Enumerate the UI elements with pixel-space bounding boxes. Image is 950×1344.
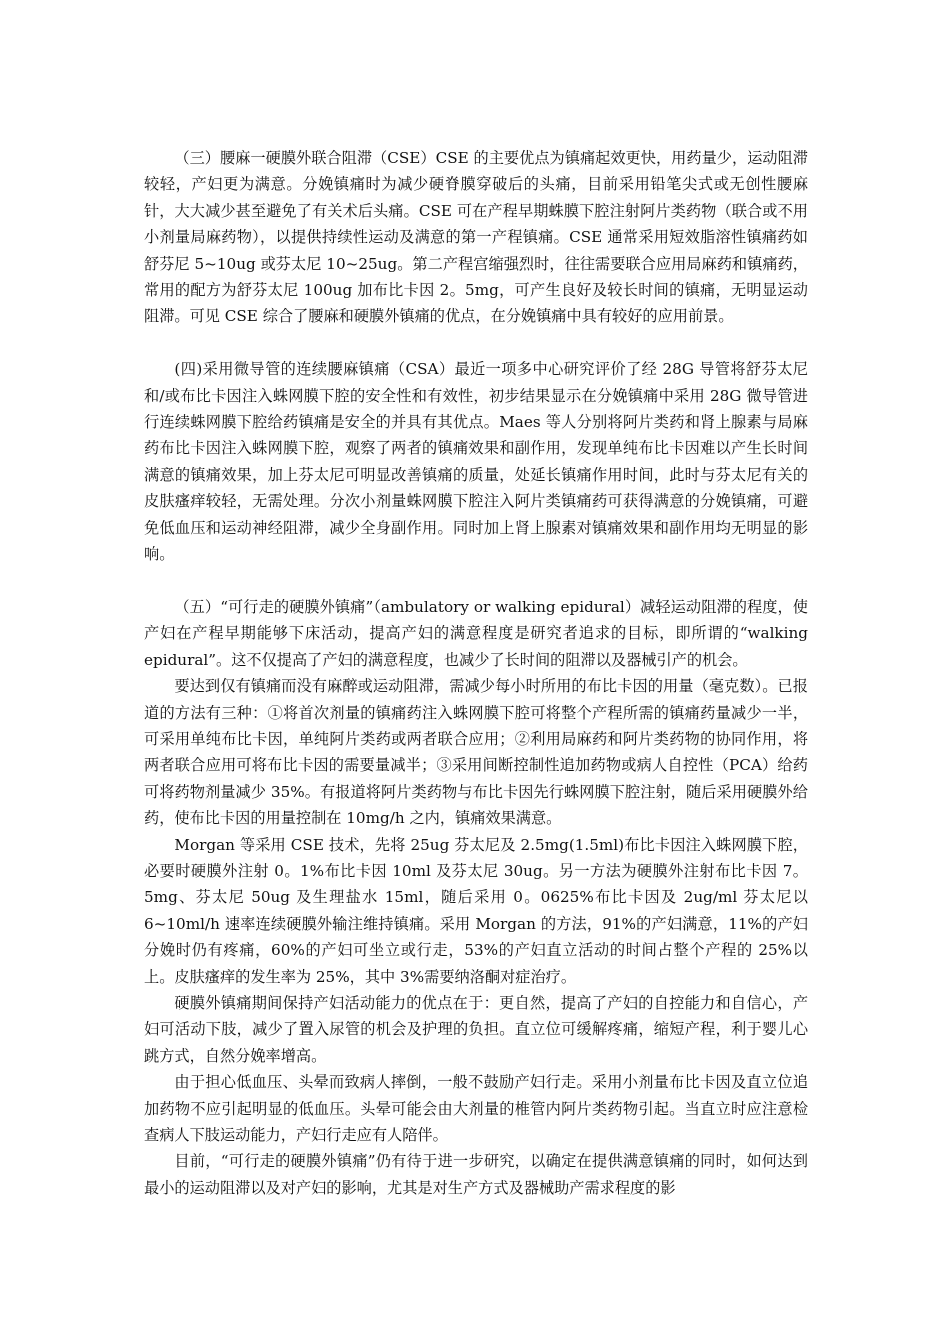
paragraph-cse: （三）腰麻一硬膜外联合阻滞（CSE）CSE 的主要优点为镇痛起效更快，用药量少，运动阻滞较轻，产妇更为满意。分娩镇痛时为减少硬脊膜穿破后的头痛，目前采用铅笔尖式或无创性腰麻针，大大减少甚至避免了有关术后头痛。CSE 可在产程早期蛛膜下腔注射阿片类药物（联合或不用小剂量局麻药物），以提供持续性运动及满意的第一产程镇痛。CSE 通常采用短效脂溶性镇痛药如舒芬尼 5~10ug 或芬太尼 10~25ug。第二产程宫缩强烈时，往往需要联合应用局麻药和镇痛药，常用的配方为舒芬太尼 100ug 加布比卡因 2。5mg，可产生良好及较长时间的镇痛，无明显运动阻滞。可见 CSE 综合了腰麻和硬膜外镇痛的优点，在分娩镇痛中具有较好的应用前景。 [144,149,808,326]
paragraph-walking-epidural: （五）“可行走的硬膜外镇痛”（ambulatory or walking epidural）减轻运动阻滞的程度，使产妇在产程早期能够下床活动，提高产妇的满意程度是研究者追求的目标，即所谓的“walking epidural”。这不仅提高了产妇的满意程度，也减少了长时间的阻滞以及器械引产的机会。 [144,597,808,669]
paragraph-methods: 要达到仅有镇痛而没有麻醉或运动阻滞，需减少每小时所用的布比卡因的用量（毫克数）。已报道的方法有三种：①将首次剂量的镇痛药注入蛛网膜下腔可将整个产程所需的镇痛药量减少一半，可采用单纯布比卡因，单纯阿片类药或两者联合应用；②利用局麻药和阿片类药物的协同作用，将两者联合应用可将布比卡因的需要量减半；③采用间断控制性追加药物或病人自控性（PCA）给药可将药物剂量减少 35%。有报道将阿片类药物与布比卡因先行蛛网膜下腔注射，随后采用硬膜外给药，使布比卡因的用量控制在 10mg/h 之内，镇痛效果满意。 [144,677,808,828]
paragraph-morgan: Morgan 等采用 CSE 技术，先将 25ug 芬太尼及 2.5mg(1.5ml)布比卡因注入蛛网膜下腔，必要时硬膜外注射 0。1%布比卡因 10ml 及芬太尼 30ug。另一方法为硬膜外注射布比卡因 7。5mg、芬太尼 50ug 及生理盐水 15ml，随后采用 0。0625%布比卡因及 2ug/ml 芬太尼以 6~10ml/h 速率连续硬膜外输注维持镇痛。采用 Morgan 的方法，91%的产妇满意，11%的产妇分娩时仍有疼痛，60%的产妇可坐立或行走，53%的产妇直立活动的时间占整个产程的 25%以上。皮肤瘙痒的发生率为 25%，其中 3%需要纳洛酮对症治疗。 [144,835,808,986]
paragraph-advantages: 硬膜外镇痛期间保持产妇活动能力的优点在于：更自然，提高了产妇的自控能力和自信心，产妇可活动下肢，减少了置入尿管的机会及护理的负担。直立位可缓解疼痛，缩短产程，利于婴儿心跳方式，自然分娩率增高。 [144,993,808,1065]
paragraph-caution: 由于担心低血压、头晕而致病人摔倒，一般不鼓励产妇行走。采用小剂量布比卡因及直立位追加药物不应引起明显的低血压。头晕可能会由大剂量的椎管内阿片类药物引起。当直立时应注意检查病人下肢运动能力，产妇行走应有人陪伴。 [144,1073,808,1144]
paragraph-spacer [144,330,808,356]
paragraph-spacer [144,567,808,593]
paragraph-current-status: 目前，“可行走的硬膜外镇痛”仍有待于进一步研究，以确定在提供满意镇痛的同时，如何达到最小的运动阻滞以及对产妇的影响，尤其是对生产方式及器械助产需求程度的影 [144,1152,808,1197]
document-page [144,145,808,1201]
paragraph-csa: (四)采用微导管的连续腰麻镇痛（CSA）最近一项多中心研究评价了经 28G 导管将舒芬太尼和/或布比卡因注入蛛网膜下腔的安全性和有效性，初步结果显示在分娩镇痛中采用 28G 微导管进行连续蛛网膜下腔给药镇痛是安全的并具有其优点。Maes 等人分别将阿片类药和肾上腺素与局麻药布比卡因注入蛛网膜下腔，观察了两者的镇痛效果和副作用，发现单纯布比卡因难以产生长时间满意的镇痛效果，加上芬太尼可明显改善镇痛的质量，处延长镇痛作用时间，此时与芬太尼有关的皮肤瘙痒较轻，无需处理。分次小剂量蛛网膜下腔注入阿片类镇痛药可获得满意的分娩镇痛，可避免低血压和运动神经阻滞，减少全身副作用。同时加上肾上腺素对镇痛效果和副作用均无明显的影响。 [144,360,808,564]
